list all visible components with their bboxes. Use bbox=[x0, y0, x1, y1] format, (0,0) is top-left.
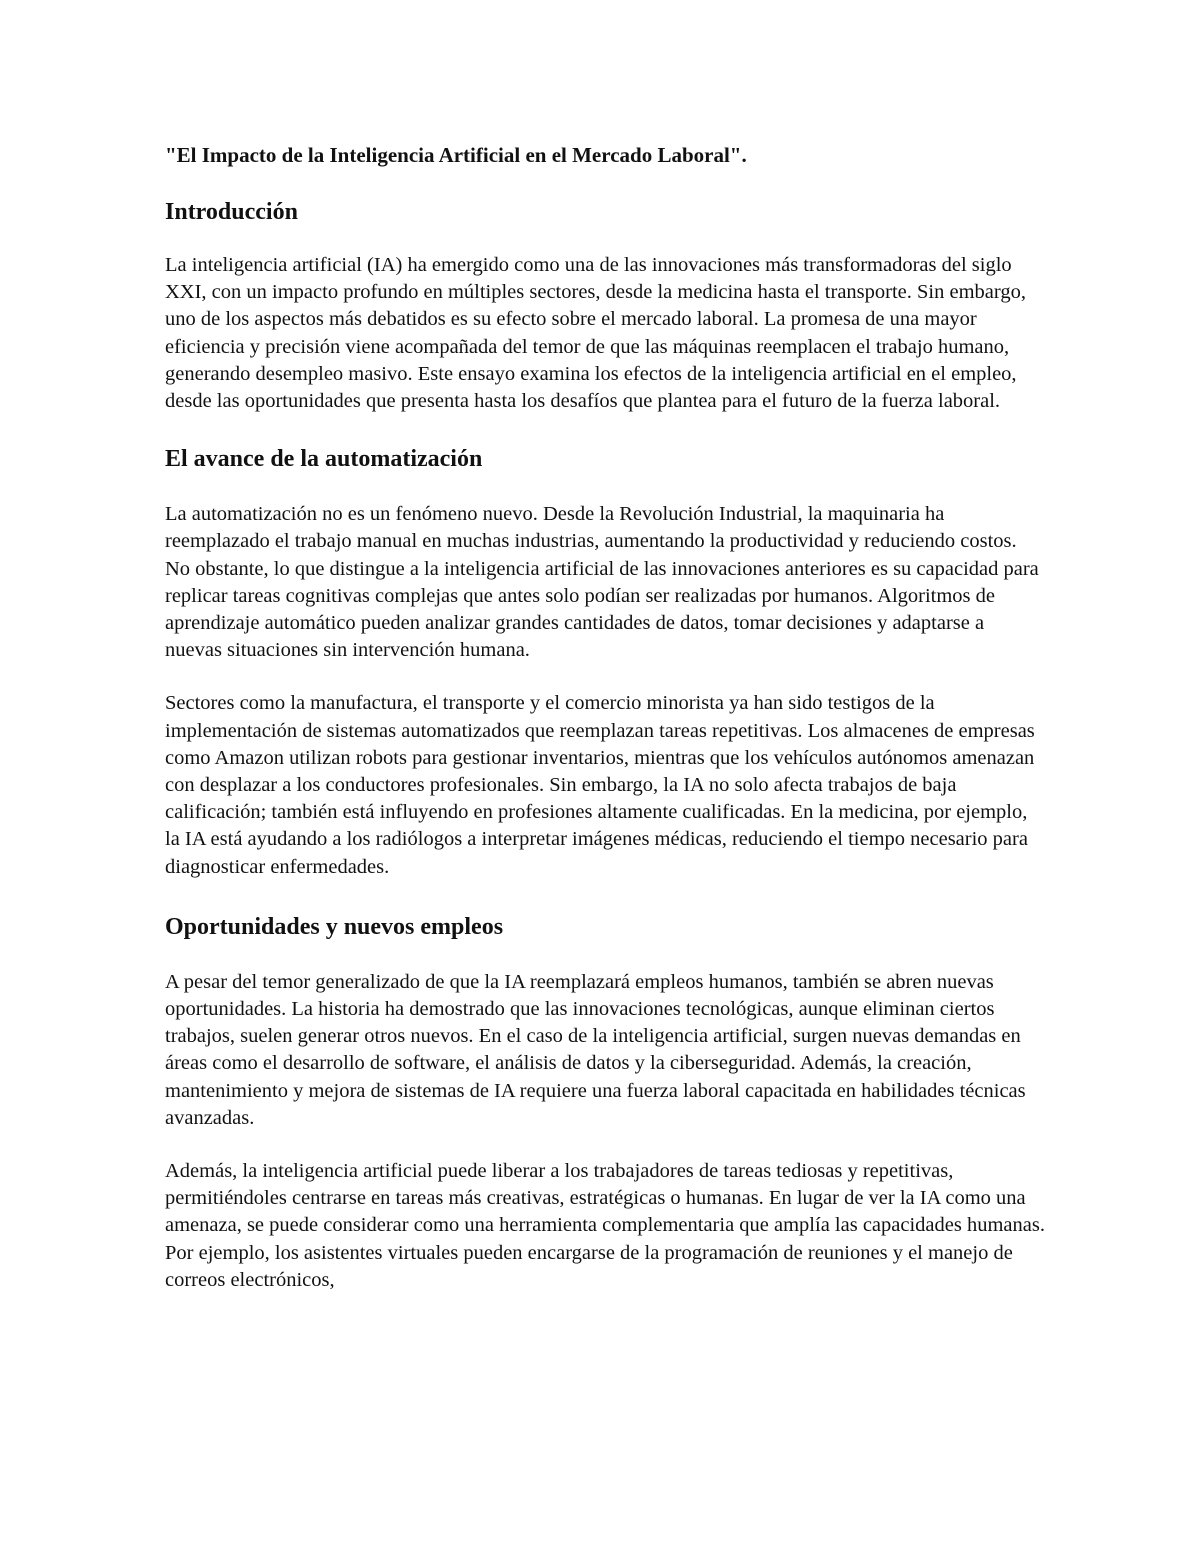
paragraph: La automatización no es un fenómeno nuevo. Desde la Revolución Industrial, la maquinaria ha reemplazado el trabajo manual en muchas industrias, aumentando la productividad y reduciendo costos. No obstante, lo que distingue a la inteligencia artificial de las innovaciones anteriores es su capacidad para replicar tareas cognitivas complejas que antes solo podían ser realizadas por humanos. Algoritmos de aprendizaje automático pueden analizar grandes cantidades de datos, tomar decisiones y adaptarse a nuevas situaciones sin intervención humana. bbox=[165, 503, 1039, 662]
section-heading-oportunidades: Oportunidades y nuevos empleos bbox=[165, 913, 504, 940]
document-title: "El Impacto de la Inteligencia Artificial en el Mercado Laboral". bbox=[165, 143, 747, 167]
document-body bbox=[165, 140, 1045, 1294]
section-heading-automatizacion: El avance de la automatización bbox=[165, 446, 483, 473]
section-heading-introduccion: Introducción bbox=[165, 199, 298, 225]
paragraph: La inteligencia artificial (IA) ha emergido como una de las innovaciones más transformadoras del siglo XXI, con un impacto profundo en múltiples sectores, desde la medicina hasta el transporte. Sin embargo, uno de los aspectos más debatidos es su efecto sobre el mercado laboral. La promesa de una mayor eficiencia y precisión viene acompañada del temor de que las máquinas reemplacen el trabajo humano, generando desempleo masivo. Este ensayo examina los efectos de la inteligencia artificial en el empleo, desde las oportunidades que presenta hasta los desafíos que plantea para el futuro de la fuerza laboral. bbox=[165, 254, 1026, 413]
paragraph: Además, la inteligencia artificial puede liberar a los trabajadores de tareas tediosas y repetitivas, permitiéndoles centrarse en tareas más creativas, estratégicas o humanas. En lugar de ver la IA como una amenaza, se puede considerar como una herramienta complementaria que amplía las capacidades humanas. Por ejemplo, los asistentes virtuales pueden encargarse de la programación de reuniones y el manejo de correos electrónicos, bbox=[165, 1160, 1045, 1291]
paragraph: A pesar del temor generalizado de que la IA reemplazará empleos humanos, también se abren nuevas oportunidades. La historia ha demostrado que las innovaciones tecnológicas, aunque eliminan ciertos trabajos, suelen generar otros nuevos. En el caso de la inteligencia artificial, surgen nuevas demandas en áreas como el desarrollo de software, el análisis de datos y la ciberseguridad. Además, la creación, mantenimiento y mejora de sistemas de IA requiere una fuerza laboral capacitada en habilidades técnicas avanzadas. bbox=[165, 970, 1026, 1129]
paragraph: Sectores como la manufactura, el transporte y el comercio minorista ya han sido testigos de la implementación de sistemas automatizados que reemplazan tareas repetitivas. Los almacenes de empresas como Amazon utilizan robots para gestionar inventarios, mientras que los vehículos autónomos amenazan con desplazar a los conductores profesionales. Sin embargo, la IA no solo afecta trabajos de baja calificación; también está influyendo en profesiones altamente cualificadas. En la medicina, por ejemplo, la IA está ayudando a los radiólogos a interpretar imágenes médicas, reduciendo el tiempo necesario para diagnosticar enfermedades. bbox=[165, 692, 1035, 878]
